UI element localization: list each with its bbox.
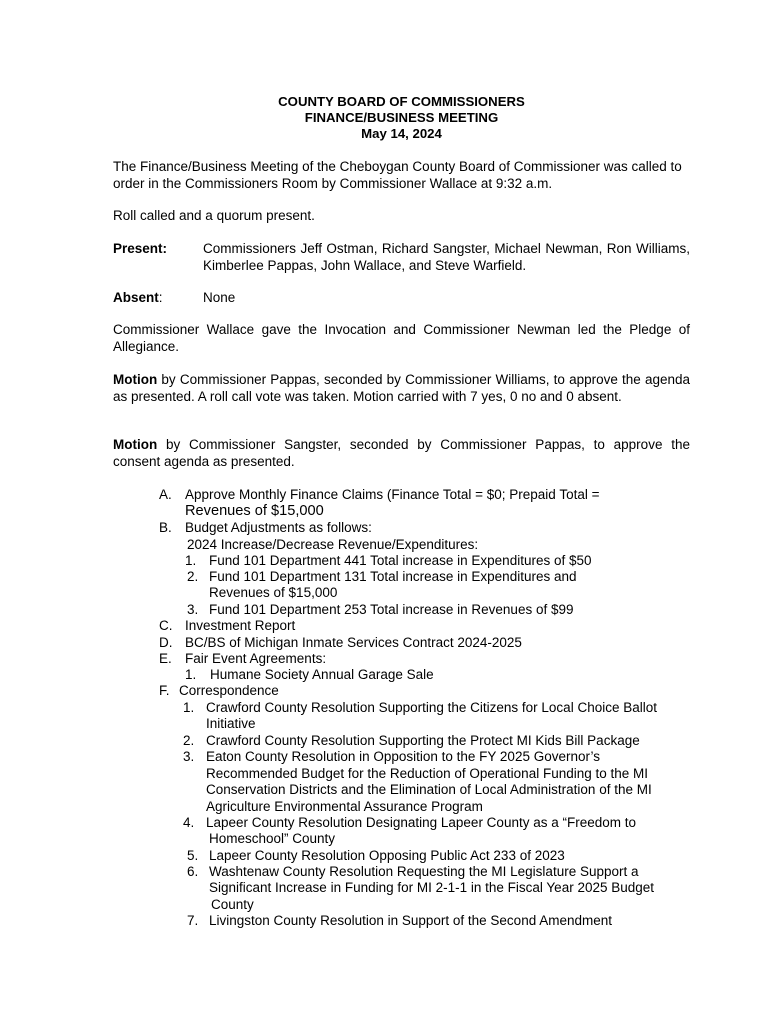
motion-label: Motion — [113, 437, 158, 452]
list-marker: 5. — [187, 848, 199, 863]
list-item: Eaton County Resolution in Opposition to the FY 2025 Governor’s — [206, 749, 600, 764]
list-marker: 2. — [187, 569, 199, 584]
list-marker: 1. — [183, 700, 195, 715]
list-item: Lapeer County Resolution Designating Lapeer County as a “Freedom to — [206, 815, 637, 830]
list-marker: D. — [159, 635, 173, 650]
list-marker: 6. — [187, 864, 199, 879]
list-marker: C. — [159, 618, 173, 633]
list-item: Recommended Budget for the Reduction of Operational Funding to the MI — [206, 766, 649, 781]
list-item: Fund 101 Department 253 Total increase in Revenues of $99 — [209, 602, 574, 617]
list-marker: 4. — [183, 815, 195, 830]
list-item: Crawford County Resolution Supporting the Citizens for Local Choice Ballot — [206, 700, 657, 715]
present-label: Present: — [113, 241, 168, 256]
list-marker: F. — [159, 683, 170, 698]
list-item: Approve Monthly Finance Claims (Finance Total = $0; Prepaid Total = — [185, 487, 600, 502]
list-marker: E. — [159, 651, 172, 666]
list-marker: 3. — [187, 602, 199, 617]
list-item: Revenues of $15,000 — [209, 585, 338, 600]
header-line-2: FINANCE/BUSINESS MEETING — [304, 110, 499, 125]
header-line-1: COUNTY BOARD OF COMMISSIONERS — [278, 94, 525, 109]
list-item: Budget Adjustments as follows: — [185, 520, 372, 535]
absent-list: None — [203, 290, 236, 305]
list-item: Lapeer County Resolution Opposing Public Act 233 of 2023 — [209, 848, 565, 863]
list-item: 2024 Increase/Decrease Revenue/Expenditures: — [187, 537, 479, 552]
document-header — [113, 94, 690, 142]
list-item: Fair Event Agreements: — [185, 651, 327, 666]
roll-call-paragraph: Roll called and a quorum present. — [113, 208, 315, 223]
list-item: Humane Society Annual Garage Sale — [210, 667, 434, 682]
header-date: May 14, 2024 — [361, 126, 442, 141]
list-item: Agriculture Environmental Assurance Program — [206, 799, 483, 814]
list-marker: 1. — [185, 667, 197, 682]
list-marker: 7. — [187, 913, 199, 928]
list-marker: B. — [159, 520, 172, 535]
list-item: Crawford County Resolution Supporting the Protect MI Kids Bill Package — [206, 733, 640, 748]
list-item: Initiative — [206, 716, 256, 731]
list-item: BC/BS of Michigan Inmate Services Contract 2024-2025 — [185, 635, 522, 650]
present-section — [113, 241, 690, 274]
list-marker: A. — [159, 487, 172, 502]
list-item: Livingston County Resolution in Support of the Second Amendment — [209, 913, 613, 928]
intro-paragraph: The Finance/Business Meeting of the Cheboygan County Board of Commissioner was called to order in the Commissioners Room by Commissioner Wallace at 9:32 a.m. — [113, 159, 682, 191]
motion-agenda: Motion by Commissioner Pappas, seconded by Commissioner Williams, to approve the agenda as presented. A roll call vote was taken. Motion carried with 7 yes, 0 no and 0 absent. — [113, 372, 690, 404]
list-marker: 2. — [183, 733, 195, 748]
motion-consent: Motion by Commissioner Sangster, seconded by Commissioner Pappas, to approve the consent agenda as presented. — [113, 437, 690, 469]
invocation-paragraph: Commissioner Wallace gave the Invocation and Commissioner Newman led the Pledge of Allegiance. — [113, 322, 690, 354]
list-item: Fund 101 Department 441 Total increase in Expenditures of $50 — [209, 553, 592, 568]
list-item: Correspondence — [179, 683, 279, 698]
absent-section: Absent: None — [113, 290, 690, 307]
list-item: Investment Report — [185, 618, 296, 633]
list-item: Washtenaw County Resolution Requesting the MI Legislature Support a — [209, 864, 639, 879]
present-list: Commissioners Jeff Ostman, Richard Sangster, Michael Newman, Ron Williams, Kimberlee Pappas, John Wallace, and Steve Warfield. — [203, 241, 690, 273]
list-item: Homeschool” County — [209, 831, 336, 846]
absent-label: Absent — [113, 290, 159, 305]
list-item: County — [211, 897, 254, 912]
list-item: Conservation Districts and the Elimination of Local Administration of the MI — [206, 782, 652, 797]
motion-label: Motion — [113, 372, 158, 387]
list-item: Fund 101 Department 131 Total increase in Expenditures and — [209, 569, 577, 584]
list-item: Revenues of $15,000 — [185, 503, 324, 519]
list-item: Significant Increase in Funding for MI 2-1-1 in the Fiscal Year 2025 Budget — [209, 880, 655, 895]
list-marker: 1. — [185, 553, 197, 568]
list-marker: 3. — [183, 749, 195, 764]
